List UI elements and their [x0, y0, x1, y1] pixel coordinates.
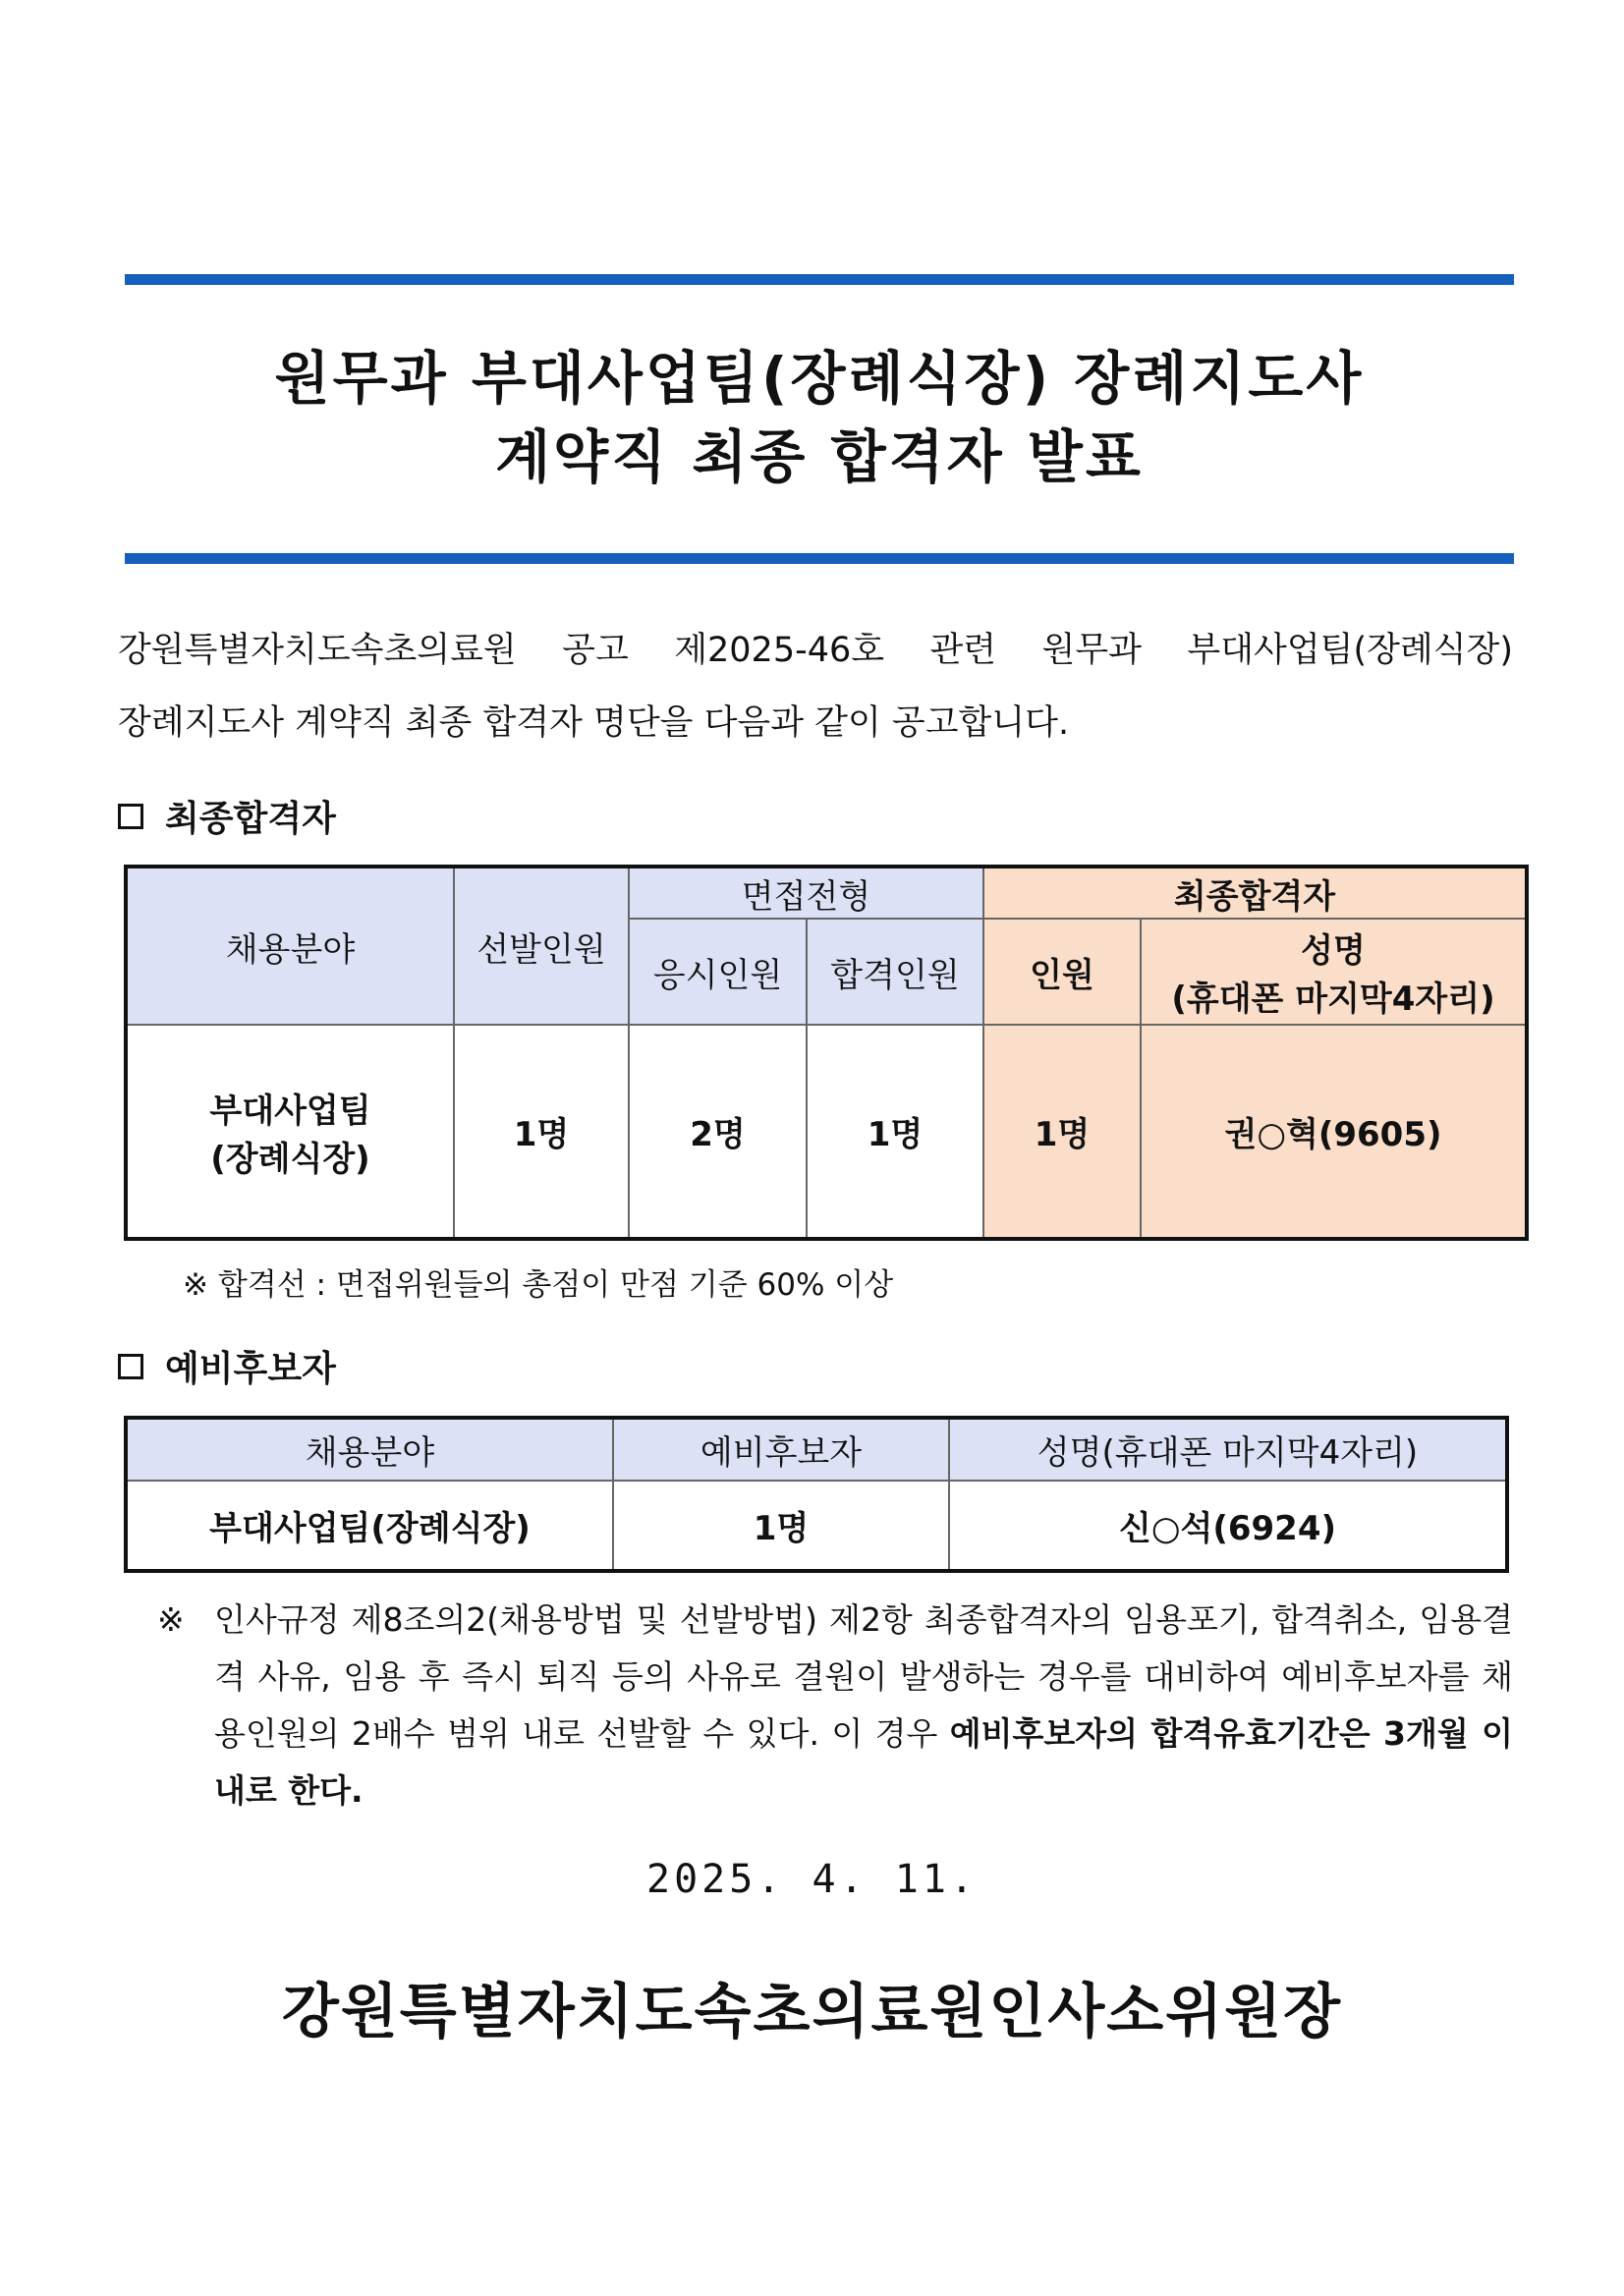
reserve-header-field: 채용분야: [126, 1418, 613, 1481]
cell-final-count: 1명: [983, 1025, 1141, 1239]
reserve-note-bold: 예비후보자의 합격유효기간은 3개월 이내로 한다.: [214, 1714, 1513, 1810]
header-name-line-1: 성명: [1301, 931, 1366, 971]
announcement-date: 2025. 4. 11.: [646, 1857, 978, 1902]
intro-line-2: 장례지도사 계약직 최종 합격자 명단을 다음과 같이 공고합니다.: [118, 703, 1070, 743]
reserve-note-body: 인사규정 제8조의2(채용방법 및 선발방법) 제2항 최종합격자의 임용포기, 합격취소, 임용결격 사유, 임용 후 즉시 퇴직 등의 사유로 결원이 발생하는 경우를 대비하여 예비후보자를 채용인원의 2배수 범위 내로 선발할 수 있다. 이 경우: [214, 1600, 1513, 1753]
cell-name: 권○혁(9605): [1141, 1025, 1527, 1239]
reserve-note: [157, 1592, 1513, 1820]
section-reserve-title: 예비후보자: [165, 1349, 336, 1389]
checkbox-square-icon: [118, 1354, 143, 1379]
title-line-1: 원무과 부대사업팀(장례식장) 장례지도사: [274, 345, 1365, 412]
cell-field-line-2: (장례식장): [210, 1139, 370, 1179]
top-rule: [125, 274, 1514, 285]
header-passed: 합격인원: [807, 919, 983, 1025]
header-interview: 면접전형: [629, 867, 983, 919]
reserve-cell-count: 1명: [613, 1481, 949, 1571]
cell-field-line-1: 부대사업팀: [209, 1091, 371, 1131]
section-final-heading: [118, 791, 336, 841]
reserve-table: [124, 1416, 1509, 1573]
checkbox-square-icon: [118, 804, 143, 829]
header-selected: 선발인원: [454, 867, 629, 1025]
section-final-title: 최종합격자: [165, 799, 336, 839]
cell-passed: 1명: [807, 1025, 983, 1239]
pass-line-note: ※ 합격선 : 면접위원들의 총점이 만점 기준 60% 이상: [183, 1267, 894, 1303]
reserve-header-count: 예비후보자: [613, 1418, 949, 1481]
header-field: 채용분야: [126, 867, 454, 1025]
final-pass-table: [124, 865, 1529, 1241]
reserve-note-text: [214, 1592, 1513, 1820]
header-name: [1141, 919, 1527, 1025]
intro-paragraph: [118, 614, 1513, 759]
intro-line-1: 강원특별자치도속초의료원 공고 제2025-46호 관련 원무과 부대사업팀(장례식장): [118, 631, 1513, 670]
cell-field: [126, 1025, 454, 1239]
reserve-cell-name: 신○석(6924): [949, 1481, 1507, 1571]
title-line-2: 계약직 최종 합격자 발표: [495, 423, 1144, 490]
reserve-cell-field: 부대사업팀(장례식장): [126, 1481, 613, 1571]
reserve-header-name: 성명(휴대폰 마지막4자리): [949, 1418, 1507, 1481]
section-reserve-heading: [118, 1341, 336, 1391]
header-final-count: 인원: [983, 919, 1141, 1025]
signer: 강원특별자치도속초의료원인사소위원장: [281, 1978, 1343, 2046]
header-name-line-2: (휴대폰 마지막4자리): [1171, 980, 1495, 1019]
header-applicants: 응시인원: [629, 919, 807, 1025]
note-mark: ※: [157, 1600, 185, 1639]
cell-selected: 1명: [454, 1025, 629, 1239]
bottom-rule: [125, 553, 1514, 564]
cell-applicants: 2명: [629, 1025, 807, 1239]
header-final: 최종합격자: [983, 867, 1527, 919]
